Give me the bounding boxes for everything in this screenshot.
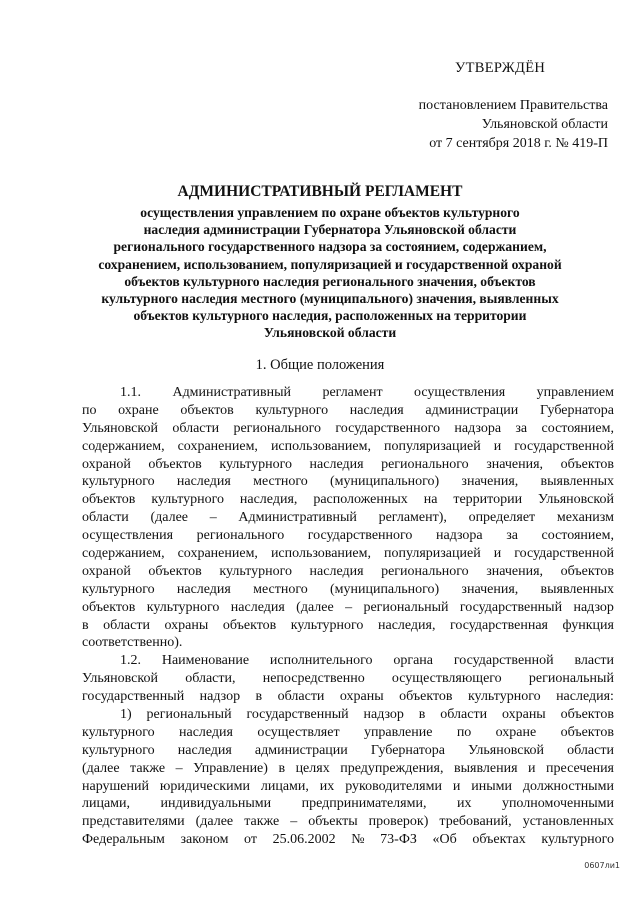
body-word: (далее xyxy=(150,510,189,526)
body-word: содержанием, xyxy=(82,546,165,562)
body-word: определяет xyxy=(468,510,536,526)
body-word: наследия xyxy=(176,581,231,597)
body-word: наследия xyxy=(177,742,232,758)
body-word: осуществления xyxy=(414,385,506,400)
body-word: культурного xyxy=(151,492,224,508)
body-line xyxy=(82,456,614,474)
body-word: культурного xyxy=(290,617,364,633)
body-word: также xyxy=(130,760,166,776)
body-word: местного xyxy=(253,474,308,490)
body-line xyxy=(82,831,614,849)
body-word: наследия xyxy=(176,474,231,490)
body-word: состоянием, xyxy=(541,420,614,436)
body-line xyxy=(82,688,614,706)
body-word: охраны xyxy=(164,617,209,633)
body-word: Ульяновской xyxy=(82,420,158,436)
body-word: регламент xyxy=(322,385,383,400)
body-word: требований, xyxy=(439,814,512,830)
body-word: – xyxy=(209,510,217,526)
body-word: индивидуальными xyxy=(160,796,272,812)
body-word: местного xyxy=(253,581,308,597)
body-word: области, xyxy=(185,671,236,687)
body-word: государственный xyxy=(459,599,563,615)
body-word: объектов xyxy=(222,617,277,633)
body-word: – xyxy=(290,814,298,830)
body-word: государственный xyxy=(82,689,185,705)
body-line xyxy=(82,670,614,688)
body-word: культурного xyxy=(82,474,155,490)
body-word: проверок) xyxy=(368,814,429,830)
body-line xyxy=(82,420,614,438)
body-word: объектов xyxy=(560,707,614,723)
body-word: наследия: xyxy=(556,689,614,705)
body-word: государственная xyxy=(450,617,548,633)
body-line xyxy=(82,402,614,420)
body-word: области xyxy=(103,617,150,633)
body-line xyxy=(82,473,614,491)
body-word: 1.2. xyxy=(120,653,141,669)
footer-code: 0607ли1 xyxy=(584,861,620,870)
body-word: объектов xyxy=(560,563,614,579)
body-word: также xyxy=(244,814,280,830)
body-word: и xyxy=(528,760,536,776)
body-word: осуществляющего xyxy=(391,671,502,687)
body-word: в xyxy=(418,707,426,723)
body-word: области xyxy=(567,742,614,758)
body-word: культурного xyxy=(82,724,155,740)
body-word: культурного xyxy=(82,581,155,597)
body-line xyxy=(82,652,614,670)
body-word: государственной xyxy=(453,653,554,669)
body-word: и xyxy=(493,438,502,454)
body-word: юридическими xyxy=(159,778,250,794)
body-word: осуществляет xyxy=(257,724,340,740)
body-word: надзора xyxy=(435,528,483,544)
body-word: государственной xyxy=(514,546,614,562)
body-line xyxy=(82,527,614,545)
subtitle-line: регионального государственного надзора за состоянием, содержанием, xyxy=(113,239,547,255)
body-word: в xyxy=(82,617,89,633)
subtitle-line: наследия администрации Губернатора Ульяновской области xyxy=(143,222,517,238)
body-word: объектов xyxy=(82,599,136,615)
body-word: от xyxy=(244,832,257,848)
subtitle-line: сохранением, использованием, популяризацией и государственной охраной xyxy=(98,256,562,272)
body-word: области xyxy=(172,420,220,436)
body-word: наследия xyxy=(309,456,364,472)
body-word: их xyxy=(319,778,335,794)
body-line xyxy=(82,778,614,796)
body-word: объектах xyxy=(472,832,526,848)
body-word: (муниципального) xyxy=(329,581,440,597)
body-word: Управление) xyxy=(193,760,268,776)
subtitle-line: объектов культурного наследия, расположенных на территории xyxy=(133,308,527,324)
body-word: Ульяновской xyxy=(82,671,158,687)
body-line xyxy=(82,491,614,509)
body-line xyxy=(82,563,614,581)
body-word: лицами, xyxy=(260,778,309,794)
body-word: регионального xyxy=(381,563,469,579)
body-word: региональный xyxy=(528,671,614,687)
body-word: охраны xyxy=(339,689,384,705)
body-line xyxy=(82,742,614,760)
body-word: культурного xyxy=(82,742,155,758)
body-word: охране xyxy=(118,402,159,418)
body-word: выявленных xyxy=(540,474,614,490)
body-line xyxy=(82,706,614,724)
body-word: Губернатора xyxy=(370,742,445,758)
approval-line-1: постановлением Правительства xyxy=(418,98,608,113)
body-word: целях xyxy=(295,760,330,776)
body-line xyxy=(82,581,614,599)
body-word: надзора xyxy=(454,420,502,436)
body-line xyxy=(82,438,614,456)
body-word: наследия xyxy=(349,402,404,418)
body-word: охраной xyxy=(82,563,131,579)
body-word: администрации xyxy=(254,742,348,758)
body-word: механизм xyxy=(556,510,614,526)
body-word: культурного xyxy=(541,832,614,848)
body-line xyxy=(82,599,614,617)
body-line xyxy=(82,545,614,563)
body-word: наследия, xyxy=(377,617,436,633)
body-word: непосредственно xyxy=(262,671,365,687)
body-word: регионального xyxy=(381,456,469,472)
body-word: Ульяновской xyxy=(538,492,614,508)
body-word: области xyxy=(277,689,325,705)
body-word: пресечения xyxy=(546,760,614,776)
body-word: объектов xyxy=(82,492,136,508)
body-word: наследия xyxy=(309,563,364,579)
body-word: регионального xyxy=(196,528,285,544)
body-word: Губернатора xyxy=(539,402,614,418)
body-word: в xyxy=(255,689,263,705)
body-word: охраной xyxy=(82,456,131,472)
body-word: – xyxy=(345,599,353,615)
body-word: и xyxy=(452,778,461,794)
body-word: Федеральным xyxy=(82,832,165,848)
body-word: области xyxy=(82,510,129,526)
body-word: региональный xyxy=(146,707,232,723)
body-word: № xyxy=(351,832,365,848)
body-word: (далее xyxy=(82,760,120,776)
body-word: государственный xyxy=(246,707,349,723)
body-word: использованием, xyxy=(270,438,371,454)
body-word: расположенных xyxy=(313,492,408,508)
body-word: уполномоченными xyxy=(501,796,614,812)
body-word: наследия xyxy=(230,599,285,615)
body-word: 73-ФЗ xyxy=(380,832,417,848)
body-word: руководителями xyxy=(345,778,442,794)
body-word: состоянием, xyxy=(541,528,614,544)
document-title: АДМИНИСТРАТИВНЫЙ РЕГЛАМЕНТ xyxy=(177,183,463,200)
body-word: и xyxy=(493,546,502,562)
body-line xyxy=(82,724,614,742)
section-heading: 1. Общие положения xyxy=(255,357,385,373)
body-word: – xyxy=(175,760,183,776)
body-word: государственной xyxy=(514,438,614,454)
approval-line-2: Ульяновской области xyxy=(481,117,608,132)
body-word: значения, xyxy=(461,581,519,597)
body-word: по xyxy=(82,402,97,418)
body-word: функция xyxy=(562,617,614,633)
subtitle-line: объектов культурного наследия регионального значения, объектов xyxy=(124,273,536,289)
body-line xyxy=(82,617,614,635)
body-line xyxy=(82,509,614,527)
body-word: объектов xyxy=(148,563,202,579)
body-word: 1) xyxy=(120,707,132,723)
body-word: объектов xyxy=(148,456,202,472)
body-word: представителями xyxy=(82,814,185,830)
body-word: 25.06.2002 xyxy=(272,832,336,848)
body-word: использованием, xyxy=(270,546,371,562)
body-word: (далее xyxy=(195,814,234,830)
body-word: Ульяновской xyxy=(468,742,545,758)
body-word: регламент), xyxy=(378,510,447,526)
document-subtitle xyxy=(60,204,600,342)
body-word: региональный xyxy=(363,599,449,615)
body-word: наследия xyxy=(179,724,233,740)
body-word: Наименование xyxy=(161,653,250,669)
body-word: территории xyxy=(453,492,523,508)
body-word: значения, xyxy=(486,456,544,472)
body-word: 1.1. xyxy=(120,385,141,400)
body-word: в xyxy=(278,760,286,776)
body-word: управление xyxy=(363,724,433,740)
body-word: (далее xyxy=(296,599,334,615)
body-word: (муниципального) xyxy=(329,474,440,490)
body-word: государственного xyxy=(335,420,441,436)
body-word: культурного xyxy=(146,599,220,615)
body-word: наследия, xyxy=(239,492,298,508)
body-line xyxy=(82,795,614,813)
body-word: объектов xyxy=(180,402,234,418)
body-word: за xyxy=(506,528,518,544)
body-word: исполнительного xyxy=(269,653,373,669)
body-word: установленных xyxy=(522,814,614,830)
body-word: регионального xyxy=(233,420,322,436)
body-word: законом xyxy=(180,832,229,848)
body-word: культурного xyxy=(467,689,541,705)
body-word: государственного xyxy=(307,528,413,544)
body-text xyxy=(82,384,614,849)
body-word: Административный xyxy=(238,510,357,526)
body-word: надзор xyxy=(573,599,614,615)
body-word: значения, xyxy=(461,474,519,490)
body-word: объектов xyxy=(399,689,453,705)
subtitle-line: осуществления управлением по охране объектов культурного xyxy=(140,205,520,220)
body-word: осуществления xyxy=(82,528,174,544)
body-word: охраны xyxy=(501,707,546,723)
body-word: области xyxy=(440,707,488,723)
body-word: на xyxy=(423,492,438,508)
body-word: культурного xyxy=(219,563,292,579)
body-line xyxy=(82,813,614,831)
body-word: сохранением, xyxy=(177,546,258,562)
body-word: объекты xyxy=(308,814,358,830)
body-word: выявления xyxy=(454,760,518,776)
body-word: администрации xyxy=(425,402,519,418)
body-line xyxy=(82,384,614,402)
body-word: их xyxy=(456,796,472,812)
body-word: содержанием, xyxy=(82,438,165,454)
body-word: за xyxy=(515,420,528,436)
body-word: надзор xyxy=(199,689,241,705)
body-line xyxy=(82,760,614,778)
body-word: предупреждения, xyxy=(340,760,444,776)
body-word: популяризацией xyxy=(383,546,481,562)
body-word: нарушений xyxy=(82,778,149,794)
body-word: должностными xyxy=(522,778,614,794)
body-word: соответственно). xyxy=(82,635,183,651)
body-word: органа xyxy=(393,653,434,669)
approval-line-3: от 7 сентября 2018 г. № 419-П xyxy=(429,136,608,151)
body-word: власти xyxy=(574,653,614,669)
subtitle-line: Ульяновской области xyxy=(263,325,397,341)
body-word: охране xyxy=(495,724,537,740)
body-word: объектов xyxy=(560,724,614,740)
body-word: сохранением, xyxy=(177,438,258,454)
body-word: лицами, xyxy=(82,796,131,812)
body-word: управлением xyxy=(536,385,614,400)
body-word: предпринимателями, xyxy=(301,796,427,812)
body-word: значения, xyxy=(486,563,544,579)
body-word: «Об xyxy=(432,832,457,848)
body-word: популяризацией xyxy=(383,438,481,454)
subtitle-line: культурного наследия местного (муниципального) значения, выявленных xyxy=(101,291,559,307)
body-line xyxy=(82,634,614,652)
body-word: культурного xyxy=(255,402,329,418)
body-word: выявленных xyxy=(540,581,614,597)
body-word: надзор xyxy=(363,707,404,723)
body-word: культурного xyxy=(219,456,292,472)
body-word: Административный xyxy=(172,385,291,400)
body-word: по xyxy=(456,724,472,740)
body-word: объектов xyxy=(560,456,614,472)
approval-title: УТВЕРЖДЁН xyxy=(455,60,546,76)
body-word: иными xyxy=(471,778,513,794)
